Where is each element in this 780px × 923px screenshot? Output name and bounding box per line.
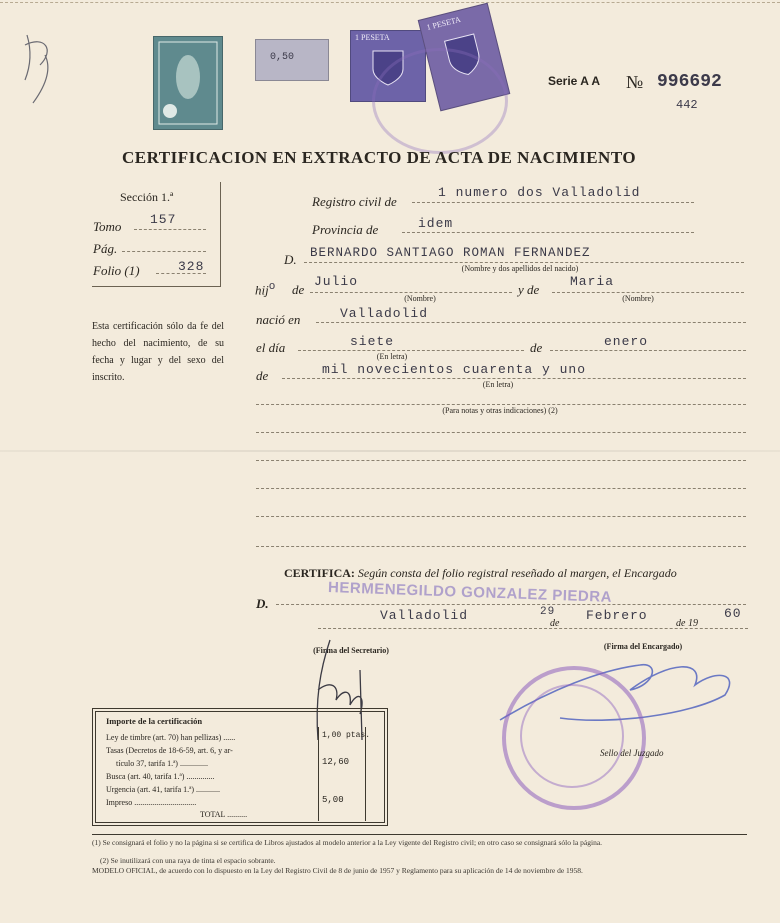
notes-line xyxy=(256,432,746,433)
fiscal-stamp-teal xyxy=(153,36,223,130)
fecha-de-label: de xyxy=(550,618,560,629)
notas-caption: (Para notas y otras indicaciones) (2) xyxy=(442,406,558,415)
en-letra2-caption: (En letra) xyxy=(482,380,514,389)
fold-crease xyxy=(0,450,780,452)
notes-line xyxy=(256,488,746,489)
juzgado-seal xyxy=(502,666,646,810)
nombre-value: BERNARDO SANTIAGO ROMAN FERNANDEZ xyxy=(310,246,591,260)
de1-label: de xyxy=(292,282,305,297)
anio-prefix: de 19 xyxy=(676,618,698,629)
nacio-value: Valladolid xyxy=(340,306,429,321)
hijo-label: hij$^o$ xyxy=(255,281,276,298)
fecha-mes-value: Febrero xyxy=(586,608,648,623)
dia-value: siete xyxy=(350,334,395,349)
stamp-label: 1 PESETA xyxy=(425,14,462,32)
footnote-2: (2) Se inutilizará con una raya de tinta el espacio sobrante. xyxy=(100,856,276,865)
fee-row-label: Tasas (Decretos de 18-6-59, art. 6, y ar- xyxy=(106,746,233,755)
footnote-1: (1) Se consignará el folio y no la página si se certifica de Libros ajustados al modelo anterior a la Ley vigente del Registro civil; en otro caso se consignará sólo la página. xyxy=(92,838,603,847)
modelo-oficial: MODELO OFICIAL, de acuerdo con lo dispuesto en la Ley del Registro Civil de 8 de junio de 1957 y Reglamento para su aplicación de 14 de noviembre de 1958. xyxy=(92,866,583,875)
pag-label: Pág. xyxy=(93,241,118,256)
stamp-value: 0,50 xyxy=(270,52,295,63)
provincia-value: idem xyxy=(418,216,454,231)
fee-row-label: Busca (art. 40, tarifa 1.ª) .............. xyxy=(106,772,215,781)
top-perforation xyxy=(0,2,780,3)
de2-label: de xyxy=(530,340,543,355)
nombre1-caption: (Nombre) xyxy=(404,294,436,303)
certifica-label: CERTIFICA: xyxy=(284,566,355,580)
folio-value: 328 xyxy=(178,259,205,274)
fee-row-label: tículo 37, tarifa 1.ª) .............. xyxy=(116,759,208,768)
mes-value: enero xyxy=(604,334,649,349)
fecha-anio-value: 60 xyxy=(724,606,742,621)
registro-value: 1 numero dos Valladolid xyxy=(438,185,641,200)
serie-label: Serie A A xyxy=(548,74,601,88)
fiscal-stamp-050 xyxy=(255,39,329,81)
folio-label: Folio (1) xyxy=(93,263,140,278)
en-letra1-caption: (En letra) xyxy=(376,352,408,361)
handwritten-mark xyxy=(15,25,85,105)
de3-label: de xyxy=(256,368,269,383)
firma-encargado-caption: (Firma del Encargado) xyxy=(603,642,683,651)
nombre2-caption: (Nombre) xyxy=(622,294,654,303)
sub-number: 442 xyxy=(676,98,698,112)
sello-caption: Sello del Juzgado xyxy=(600,748,664,758)
certifica-d-label: D. xyxy=(256,596,269,611)
certifica-text: Según consta del folio registral reseñado al margen, el Encargado xyxy=(357,566,677,580)
encargado-stamp: HERMENEGILDO GONZALEZ PIEDRA xyxy=(327,579,613,606)
el-dia-label: el día xyxy=(256,340,286,355)
nombre-caption: (Nombre y dos apellidos del nacido) xyxy=(461,264,579,273)
stamp-label: 1 PESETA xyxy=(355,33,390,42)
anio-value: mil novecientos cuarenta y uno xyxy=(322,362,587,377)
fee-row-label: TOTAL .......... xyxy=(200,810,248,819)
tomo-label: Tomo xyxy=(93,219,122,234)
fee-row-label: Ley de timbre (art. 70) han pellizas) ...... xyxy=(106,733,236,742)
numero-sign: № xyxy=(626,72,644,92)
notes-line xyxy=(256,546,746,547)
y-de-label: y de xyxy=(518,282,540,297)
notes-line xyxy=(256,460,746,461)
tomo-value: 157 xyxy=(150,212,177,227)
fee-row-value: 12,60 xyxy=(322,757,350,767)
firma-secretario-caption: (Firma del Secretario) xyxy=(313,646,389,655)
side-note: Esta certificación sólo da fe del hecho del nacimiento, de su fecha y lugar y del sexo del inscrito. xyxy=(92,321,224,383)
fees-title: Importe de la certificación xyxy=(106,716,203,726)
fecha-dia-value: 29 xyxy=(540,606,556,618)
fee-row-label: Urgencia (art. 41, tarifa 1.ª) ............ xyxy=(106,785,221,794)
padre-value: Julio xyxy=(314,274,359,289)
purple-seal-top xyxy=(372,48,508,154)
nacio-label: nació en xyxy=(256,312,301,327)
document-title: CERTIFICACION EN EXTRACTO DE ACTA DE NACIMIENTO xyxy=(122,148,637,167)
madre-value: Maria xyxy=(570,274,615,289)
notes-line xyxy=(256,516,746,517)
fee-row-value: 1,00 ptas. xyxy=(322,731,371,740)
fee-row-value: 5,00 xyxy=(322,795,344,805)
registro-label: Registro civil de xyxy=(312,194,397,209)
serial-number: 996692 xyxy=(657,72,722,92)
fee-row-label: Impreso ............................... xyxy=(106,798,197,807)
d-label: D. xyxy=(284,252,297,267)
hijo-suffix: o xyxy=(268,281,276,293)
seccion-label: Sección 1.ª xyxy=(120,190,174,204)
lugar-value: Valladolid xyxy=(380,608,469,623)
provincia-label: Provincia de xyxy=(312,222,379,237)
